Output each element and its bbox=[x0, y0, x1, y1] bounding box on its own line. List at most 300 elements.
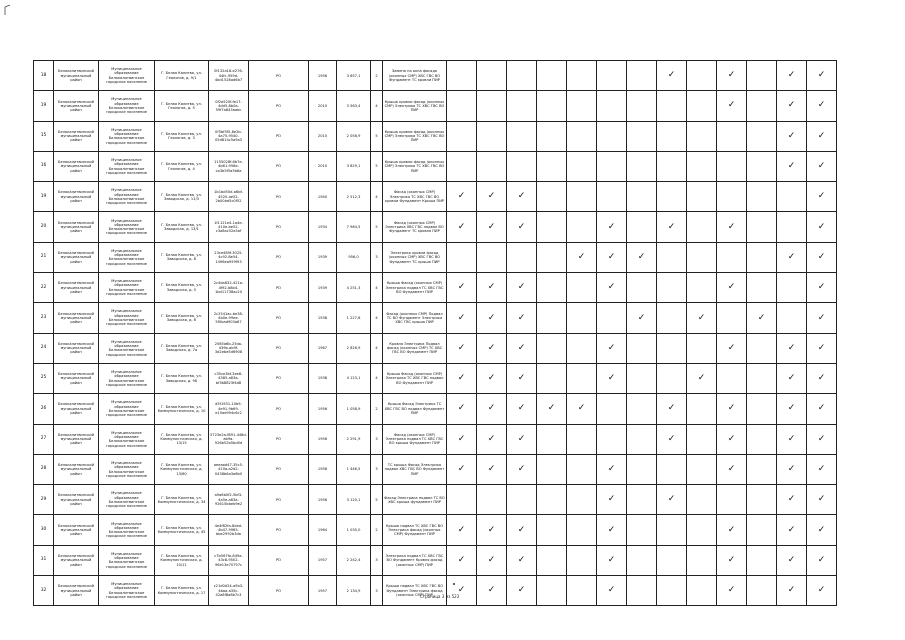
check-mark-cell: ✓ bbox=[807, 454, 837, 484]
area-cell: 3 120,1 bbox=[337, 485, 371, 515]
check-mark-cell: ✓ bbox=[507, 394, 537, 424]
guid-cell: c35ce3bf-3ee8-4385-a83a-bf3b8823f4d8 bbox=[209, 363, 249, 393]
empty-cell bbox=[687, 151, 717, 181]
check-mark-cell: ✓ bbox=[507, 182, 537, 212]
check-mark-cell: ✓ bbox=[597, 333, 627, 363]
check-mark-cell: ✓ bbox=[807, 485, 837, 515]
district-cell: Белокалитвинский муниципальный район bbox=[54, 91, 99, 121]
empty-cell bbox=[747, 61, 777, 91]
check-mark-cell: ✓ bbox=[717, 394, 747, 424]
works-cell: Крыша подвал ТС ХВС ГВС ВО Фундамент Электрика фасад (оконных СМР) ПИР bbox=[383, 576, 447, 606]
table-row bbox=[34, 303, 837, 333]
empty-cell bbox=[627, 424, 657, 454]
empty-cell bbox=[537, 212, 567, 242]
address-cell: Г. Белая Калитва, ул. Коммунистическая, д. 34 bbox=[155, 485, 209, 515]
settlement-cell: Муниципальное образование Белокалитвинское городское поселение bbox=[99, 212, 155, 242]
area-cell: 1 227,8 bbox=[337, 303, 371, 333]
works-cell: Крыша кровли фасад (оконных СМР) Электрика ТС ХВС ГВС ВО ПИР bbox=[383, 91, 447, 121]
guid-cell: 1b1bd50d-a6bf-4520-ae52-2b00bd5c0f52 bbox=[209, 182, 249, 212]
year-cell: 1958 bbox=[309, 454, 337, 484]
empty-cell bbox=[627, 394, 657, 424]
empty-cell bbox=[477, 121, 507, 151]
area-cell: 3 563,4 bbox=[337, 91, 371, 121]
empty-cell bbox=[507, 121, 537, 151]
empty-cell bbox=[657, 91, 687, 121]
ownership-form-cell: РО bbox=[249, 454, 309, 484]
settlement-cell: Муниципальное образование Белокалитвинское городское поселение bbox=[99, 545, 155, 575]
check-mark-cell: ✓ bbox=[627, 303, 657, 333]
empty-cell bbox=[687, 182, 717, 212]
check-mark-cell: ✓ bbox=[447, 363, 477, 393]
address-cell: Г. Белая Калитва, ул. Коммунистическая, д. 10 bbox=[155, 394, 209, 424]
quantity-cell: 4 bbox=[371, 303, 383, 333]
settlement-cell: Муниципальное образование Белокалитвинское городское поселение bbox=[99, 242, 155, 272]
empty-cell bbox=[657, 121, 687, 151]
empty-cell bbox=[717, 363, 747, 393]
row-number: 27 bbox=[34, 424, 54, 454]
district-cell: Белокалитвинский муниципальный район bbox=[54, 151, 99, 181]
ownership-form-cell: РО bbox=[249, 273, 309, 303]
empty-cell bbox=[447, 91, 477, 121]
empty-cell bbox=[567, 91, 597, 121]
year-cell: 1957 bbox=[309, 545, 337, 575]
settlement-cell: Муниципальное образование Белокалитвинское городское поселение bbox=[99, 273, 155, 303]
works-cell: Крыша кровли фасад (оконных СМР) Электрика ТС ХВС ГВС ВО ПИР bbox=[383, 151, 447, 181]
check-mark-cell: ✓ bbox=[477, 576, 507, 606]
guid-cell: 1155028f-6b7e-4b61-958e-ca3b5f5a5b8a bbox=[209, 151, 249, 181]
empty-cell bbox=[567, 576, 597, 606]
empty-cell bbox=[627, 273, 657, 303]
district-cell: Белокалитвинский муниципальный район bbox=[54, 394, 99, 424]
works-cell: Фасад (оконных СМР) Подвал ТС ВО Фундамент Электрика ХВС ГВС крыша ПИР bbox=[383, 303, 447, 333]
table-row bbox=[34, 424, 837, 454]
check-mark-cell: ✓ bbox=[477, 454, 507, 484]
row-number: 19 bbox=[34, 182, 54, 212]
district-cell: Белокалитвинский муниципальный район bbox=[54, 273, 99, 303]
empty-cell bbox=[657, 454, 687, 484]
row-number: 26 bbox=[34, 394, 54, 424]
check-mark-cell: ✓ bbox=[597, 273, 627, 303]
area-cell: 1 058,9 bbox=[337, 394, 371, 424]
address-cell: Г. Белая Калитва, ул. Коммунистическая, д. 10/11 bbox=[155, 545, 209, 575]
works-cell: Крыша кровли фасад (оконных СМР) Электрика ТС ХВС ГВС ВО ПИР bbox=[383, 121, 447, 151]
year-cell: 1956 bbox=[309, 485, 337, 515]
check-mark-cell: ✓ bbox=[447, 515, 477, 545]
ownership-form-cell: РО bbox=[249, 212, 309, 242]
empty-cell bbox=[507, 151, 537, 181]
empty-cell bbox=[627, 515, 657, 545]
settlement-cell: Муниципальное образование Белокалитвинское городское поселение bbox=[99, 363, 155, 393]
empty-cell bbox=[537, 545, 567, 575]
empty-cell bbox=[597, 182, 627, 212]
guid-cell: d5f1931-10b9-4e91-9b69-e15ae994c6c2 bbox=[209, 394, 249, 424]
empty-cell bbox=[657, 303, 687, 333]
empty-cell bbox=[717, 242, 747, 272]
empty-cell bbox=[537, 242, 567, 272]
ownership-form-cell: РО bbox=[249, 61, 309, 91]
check-mark-cell: ✓ bbox=[567, 242, 597, 272]
empty-cell bbox=[717, 182, 747, 212]
check-mark-cell: ✓ bbox=[807, 545, 837, 575]
works-cell: Замена на окна фасада (оконных СМР) ХВС ГВС ВО Фундамент ТС кровли ПИР bbox=[383, 61, 447, 91]
row-number: 19 bbox=[34, 91, 54, 121]
check-mark-cell: ✓ bbox=[507, 454, 537, 484]
check-mark-cell: ✓ bbox=[687, 303, 717, 333]
empty-cell bbox=[627, 485, 657, 515]
check-mark-cell: ✓ bbox=[627, 242, 657, 272]
quantity-cell: 4 bbox=[371, 182, 383, 212]
area-cell: 1 035,0 bbox=[337, 515, 371, 545]
check-mark-cell: ✓ bbox=[807, 363, 837, 393]
empty-cell bbox=[747, 394, 777, 424]
check-mark-cell: ✓ bbox=[507, 545, 537, 575]
empty-cell bbox=[747, 151, 777, 181]
ownership-form-cell: РО bbox=[249, 182, 309, 212]
quantity-cell: 5 bbox=[371, 212, 383, 242]
empty-cell bbox=[777, 303, 807, 333]
ownership-form-cell: РО bbox=[249, 303, 309, 333]
empty-cell bbox=[567, 212, 597, 242]
table-row bbox=[34, 454, 837, 484]
check-mark-cell: ✓ bbox=[507, 303, 537, 333]
address-cell: Г. Белая Калитва, ул. Геологов, д. 3 bbox=[155, 121, 209, 151]
empty-cell bbox=[597, 424, 627, 454]
address-cell: Г. Белая Калитва, ул. Заводская, д. 6 bbox=[155, 303, 209, 333]
empty-cell bbox=[537, 151, 567, 181]
empty-cell bbox=[567, 363, 597, 393]
works-cell: Крыша подвал ТС ХВС ГВС ВО Электрика фасад (оконных СМР) Фундамент ПИР bbox=[383, 515, 447, 545]
table-row bbox=[34, 182, 837, 212]
year-cell: 1938 bbox=[309, 363, 337, 393]
guid-cell: 23ce489f-3025-4c92-8e54-1496ea959f93 bbox=[209, 242, 249, 272]
ownership-form-cell: РО bbox=[249, 151, 309, 181]
check-mark-cell: ✓ bbox=[807, 576, 837, 606]
district-cell: Белокалитвинский муниципальный район bbox=[54, 515, 99, 545]
check-mark-cell: ✓ bbox=[717, 454, 747, 484]
check-mark-cell: ✓ bbox=[447, 182, 477, 212]
check-mark-cell: ✓ bbox=[597, 363, 627, 393]
empty-cell bbox=[747, 485, 777, 515]
settlement-cell: Муниципальное образование Белокалитвинское городское поселение bbox=[99, 91, 155, 121]
quantity-cell: 3 bbox=[371, 242, 383, 272]
empty-cell bbox=[447, 242, 477, 272]
quantity-cell: 2 bbox=[371, 515, 383, 545]
settlement-cell: Муниципальное образование Белокалитвинское городское поселение bbox=[99, 576, 155, 606]
empty-cell bbox=[537, 61, 567, 91]
district-cell: Белокалитвинский муниципальный район bbox=[54, 454, 99, 484]
year-cell: 2010 bbox=[309, 151, 337, 181]
address-cell: Г. Белая Калитва, ул. Заводская, д. 9Б bbox=[155, 363, 209, 393]
district-cell: Белокалитвинский муниципальный район bbox=[54, 182, 99, 212]
works-cell: ТС крыша Фасад Электрика подвал ХВС ГВС ВО Фундамент ПИР bbox=[383, 454, 447, 484]
empty-cell bbox=[507, 61, 537, 91]
empty-cell bbox=[687, 454, 717, 484]
quantity-cell: 5 bbox=[371, 151, 383, 181]
check-mark-cell: ✓ bbox=[807, 121, 837, 151]
check-mark-cell: ✓ bbox=[807, 182, 837, 212]
area-cell: 2 058,9 bbox=[337, 121, 371, 151]
empty-cell bbox=[447, 121, 477, 151]
empty-cell bbox=[567, 485, 597, 515]
guid-cell: 2c4da632-421a-4f92-b8b4-1bd11738ac20 bbox=[209, 273, 249, 303]
empty-cell bbox=[747, 515, 777, 545]
ownership-form-cell: РО bbox=[249, 545, 309, 575]
check-mark-cell: ✓ bbox=[717, 91, 747, 121]
empty-cell bbox=[447, 61, 477, 91]
guid-cell: 5723e2a-f891-448d-ab9a-926b52b5bd0d bbox=[209, 424, 249, 454]
area-cell: 3 657,1 bbox=[337, 61, 371, 91]
settlement-cell: Муниципальное образование Белокалитвинское городское поселение bbox=[99, 151, 155, 181]
empty-cell bbox=[687, 545, 717, 575]
empty-cell bbox=[537, 515, 567, 545]
empty-cell bbox=[717, 303, 747, 333]
empty-cell bbox=[627, 454, 657, 484]
empty-cell bbox=[687, 273, 717, 303]
ownership-form-cell: РО bbox=[249, 394, 309, 424]
table-row bbox=[34, 515, 837, 545]
empty-cell bbox=[747, 182, 777, 212]
check-mark-cell: ✓ bbox=[807, 303, 837, 333]
check-mark-cell: ✓ bbox=[657, 212, 687, 242]
row-number: 16 bbox=[34, 151, 54, 181]
check-mark-cell: ✓ bbox=[597, 212, 627, 242]
empty-cell bbox=[777, 182, 807, 212]
works-cell: Крыша Фасад Электрика ТС ХВС ГВС ВО подвал Фундамент ПИР bbox=[383, 394, 447, 424]
empty-cell bbox=[747, 333, 777, 363]
empty-cell bbox=[507, 242, 537, 272]
empty-cell bbox=[567, 151, 597, 181]
year-cell: 1956 bbox=[309, 61, 337, 91]
check-mark-cell: ✓ bbox=[717, 424, 747, 454]
check-mark-cell: ✓ bbox=[657, 424, 687, 454]
empty-cell bbox=[567, 515, 597, 545]
empty-cell bbox=[537, 454, 567, 484]
district-cell: Белокалитвинский муниципальный район bbox=[54, 363, 99, 393]
check-mark-cell: ✓ bbox=[777, 61, 807, 91]
settlement-cell: Муниципальное образование Белокалитвинское городское поселение bbox=[99, 121, 155, 151]
area-cell: 2 134,9 bbox=[337, 576, 371, 606]
check-mark-cell: ✓ bbox=[807, 61, 837, 91]
empty-cell bbox=[687, 242, 717, 272]
guid-cell: c7b567fa-849a-43c8-9502-96e13e70797c bbox=[209, 545, 249, 575]
guid-cell: 0f2a520f-fe17-4dd5-8b0a-59f7a845aabc bbox=[209, 91, 249, 121]
ownership-form-cell: РО bbox=[249, 515, 309, 545]
quantity-cell: 4 bbox=[371, 273, 383, 303]
ownership-form-cell: РО bbox=[249, 242, 309, 272]
check-mark-cell: ✓ bbox=[597, 242, 627, 272]
empty-cell bbox=[567, 61, 597, 91]
area-cell: 2 242,4 bbox=[337, 545, 371, 575]
empty-cell bbox=[597, 303, 627, 333]
year-cell: 1939 bbox=[309, 273, 337, 303]
check-mark-cell: ✓ bbox=[477, 394, 507, 424]
empty-cell bbox=[687, 121, 717, 151]
row-number: 30 bbox=[34, 515, 54, 545]
address-cell: Г. Белая Калитва, ул. Геологов, д. 4 bbox=[155, 151, 209, 181]
check-mark-cell: ✓ bbox=[477, 303, 507, 333]
check-mark-cell: ✓ bbox=[777, 454, 807, 484]
check-mark-cell: ✓ bbox=[777, 545, 807, 575]
empty-cell bbox=[687, 333, 717, 363]
empty-cell bbox=[747, 242, 777, 272]
empty-cell bbox=[507, 91, 537, 121]
row-number: 25 bbox=[34, 363, 54, 393]
empty-cell bbox=[447, 485, 477, 515]
row-number: 28 bbox=[34, 454, 54, 484]
table-row bbox=[34, 485, 837, 515]
settlement-cell: Муниципальное образование Белокалитвинское городское поселение bbox=[99, 61, 155, 91]
row-number: 29 bbox=[34, 485, 54, 515]
year-cell: 1938 bbox=[309, 303, 337, 333]
empty-cell bbox=[657, 333, 687, 363]
check-mark-cell: ✓ bbox=[777, 91, 807, 121]
empty-cell bbox=[597, 151, 627, 181]
empty-cell bbox=[717, 485, 747, 515]
settlement-cell: Муниципальное образование Белокалитвинское городское поселение bbox=[99, 485, 155, 515]
empty-cell bbox=[537, 303, 567, 333]
check-mark-cell: ✓ bbox=[777, 363, 807, 393]
check-mark-cell: ✓ bbox=[477, 545, 507, 575]
empty-cell bbox=[747, 424, 777, 454]
year-cell: 1940 bbox=[309, 182, 337, 212]
empty-cell bbox=[567, 273, 597, 303]
empty-cell bbox=[537, 182, 567, 212]
empty-cell bbox=[567, 121, 597, 151]
district-cell: Белокалитвинский муниципальный район bbox=[54, 212, 99, 242]
check-mark-cell: ✓ bbox=[567, 394, 597, 424]
check-mark-cell: ✓ bbox=[507, 273, 537, 303]
table-row bbox=[34, 91, 837, 121]
guid-cell: 4e4f82fa-8ded-4b47-9985-bbe2992b3da bbox=[209, 515, 249, 545]
district-cell: Белокалитвинский муниципальный район bbox=[54, 303, 99, 333]
check-mark-cell: ✓ bbox=[807, 91, 837, 121]
empty-cell bbox=[537, 333, 567, 363]
table-body bbox=[34, 61, 837, 606]
check-mark-cell: ✓ bbox=[657, 394, 687, 424]
guid-cell: 0f132a18-e276-44fc-959d-4bd1528ad6b7 bbox=[209, 61, 249, 91]
empty-cell bbox=[687, 424, 717, 454]
empty-cell bbox=[627, 121, 657, 151]
quantity-cell: 3 bbox=[371, 424, 383, 454]
empty-cell bbox=[717, 121, 747, 151]
check-mark-cell: ✓ bbox=[807, 394, 837, 424]
check-mark-cell: ✓ bbox=[777, 424, 807, 454]
check-mark-cell: ✓ bbox=[447, 424, 477, 454]
year-cell: 1957 bbox=[309, 576, 337, 606]
check-mark-cell: ✓ bbox=[777, 151, 807, 181]
table-row bbox=[34, 333, 837, 363]
row-number: 24 bbox=[34, 333, 54, 363]
works-cell: Фасад (оконных СМР) Электрика подвал ТС ХВС ГВС ВО крыша Фундамент ПИР bbox=[383, 424, 447, 454]
ownership-form-cell: РО bbox=[249, 121, 309, 151]
check-mark-cell: ✓ bbox=[477, 212, 507, 242]
empty-cell bbox=[687, 485, 717, 515]
check-mark-cell: ✓ bbox=[717, 515, 747, 545]
settlement-cell: Муниципальное образование Белокалитвинское городское поселение bbox=[99, 182, 155, 212]
empty-cell bbox=[657, 273, 687, 303]
empty-cell bbox=[507, 485, 537, 515]
district-cell: Белокалитвинский муниципальный район bbox=[54, 424, 99, 454]
empty-cell bbox=[747, 545, 777, 575]
empty-cell bbox=[687, 394, 717, 424]
check-mark-cell: ✓ bbox=[717, 273, 747, 303]
empty-cell bbox=[537, 273, 567, 303]
works-cell: Фасад (оконных СМР) Электрика ТС ХВС ГВС ВО кровли Фундамент Крыша ПИР bbox=[383, 182, 447, 212]
area-cell: 2 826,9 bbox=[337, 333, 371, 363]
check-mark-cell: ✓ bbox=[717, 545, 747, 575]
address-cell: Г. Белая Калитва, ул. Заводская, д. 5 bbox=[155, 273, 209, 303]
quantity-cell: 4 bbox=[371, 91, 383, 121]
district-cell: Белокалитвинский муниципальный район bbox=[54, 545, 99, 575]
empty-cell bbox=[747, 454, 777, 484]
quantity-cell: 5 bbox=[371, 121, 383, 151]
quantity-cell: 2 bbox=[371, 394, 383, 424]
check-mark-cell: ✓ bbox=[447, 576, 477, 606]
staple-corner-mark bbox=[4, 4, 14, 16]
check-mark-cell: ✓ bbox=[597, 576, 627, 606]
check-mark-cell: ✓ bbox=[477, 424, 507, 454]
empty-cell bbox=[627, 363, 657, 393]
empty-cell bbox=[477, 485, 507, 515]
check-mark-cell: ✓ bbox=[777, 485, 807, 515]
area-cell: 956,0 bbox=[337, 242, 371, 272]
ownership-form-cell: РО bbox=[249, 576, 309, 606]
empty-cell bbox=[657, 242, 687, 272]
address-cell: Г. Белая Калитва, ул. Коммунистическая, д. 45 bbox=[155, 515, 209, 545]
check-mark-cell: ✓ bbox=[447, 454, 477, 484]
empty-cell bbox=[627, 151, 657, 181]
check-mark-cell: ✓ bbox=[747, 303, 777, 333]
quantity-cell: 2 bbox=[371, 61, 383, 91]
guid-cell: 0f5bf3f5-8e2b-4a75-9540-05d814c5a9a3 bbox=[209, 121, 249, 151]
guid-cell: 2c2541ac-be38-4b0e-99ee-5f0bad903a67 bbox=[209, 303, 249, 333]
empty-cell bbox=[567, 333, 597, 363]
address-cell: Г. Белая Калитва, ул. Заводская, д. 11/3 bbox=[155, 182, 209, 212]
works-cell: Крыша Фасад (оконных СМР) Электрика подвал ТС ХВС ГВС ВО Фундамент ПИР bbox=[383, 273, 447, 303]
empty-cell bbox=[537, 485, 567, 515]
empty-cell bbox=[627, 212, 657, 242]
empty-cell bbox=[447, 151, 477, 181]
empty-cell bbox=[777, 273, 807, 303]
district-cell: Белокалитвинский муниципальный район bbox=[54, 121, 99, 151]
check-mark-cell: ✓ bbox=[537, 394, 567, 424]
check-mark-cell: ✓ bbox=[597, 454, 627, 484]
ownership-form-cell: РО bbox=[249, 333, 309, 363]
area-cell: 4 123,1 bbox=[337, 363, 371, 393]
row-number: 22 bbox=[34, 273, 54, 303]
empty-cell bbox=[477, 151, 507, 181]
empty-cell bbox=[657, 576, 687, 606]
empty-cell bbox=[477, 242, 507, 272]
check-mark-cell: ✓ bbox=[477, 273, 507, 303]
year-cell: 2010 bbox=[309, 121, 337, 151]
empty-cell bbox=[627, 576, 657, 606]
ink-dot bbox=[453, 583, 455, 585]
check-mark-cell: ✓ bbox=[477, 182, 507, 212]
check-mark-cell: ✓ bbox=[507, 333, 537, 363]
check-mark-cell: ✓ bbox=[507, 424, 537, 454]
works-cell: Фасад (оконных СМР) Электрика ХВС ГВС подвал ВО Фундамент ТС кровля ПИР bbox=[383, 212, 447, 242]
check-mark-cell: ✓ bbox=[777, 394, 807, 424]
table-row bbox=[34, 576, 837, 606]
empty-cell bbox=[687, 212, 717, 242]
table-row bbox=[34, 61, 837, 91]
check-mark-cell: ✓ bbox=[777, 333, 807, 363]
empty-cell bbox=[567, 303, 597, 333]
works-cell: Крыша Фасад (оконных СМР) Электрика ТС ХВС ГВС подвал ВО Фундамент ПИР bbox=[383, 363, 447, 393]
address-cell: Г. Белая Калитва, ул. Коммунистическая, д. 13/15 bbox=[155, 424, 209, 454]
quantity-cell: 3 bbox=[371, 576, 383, 606]
